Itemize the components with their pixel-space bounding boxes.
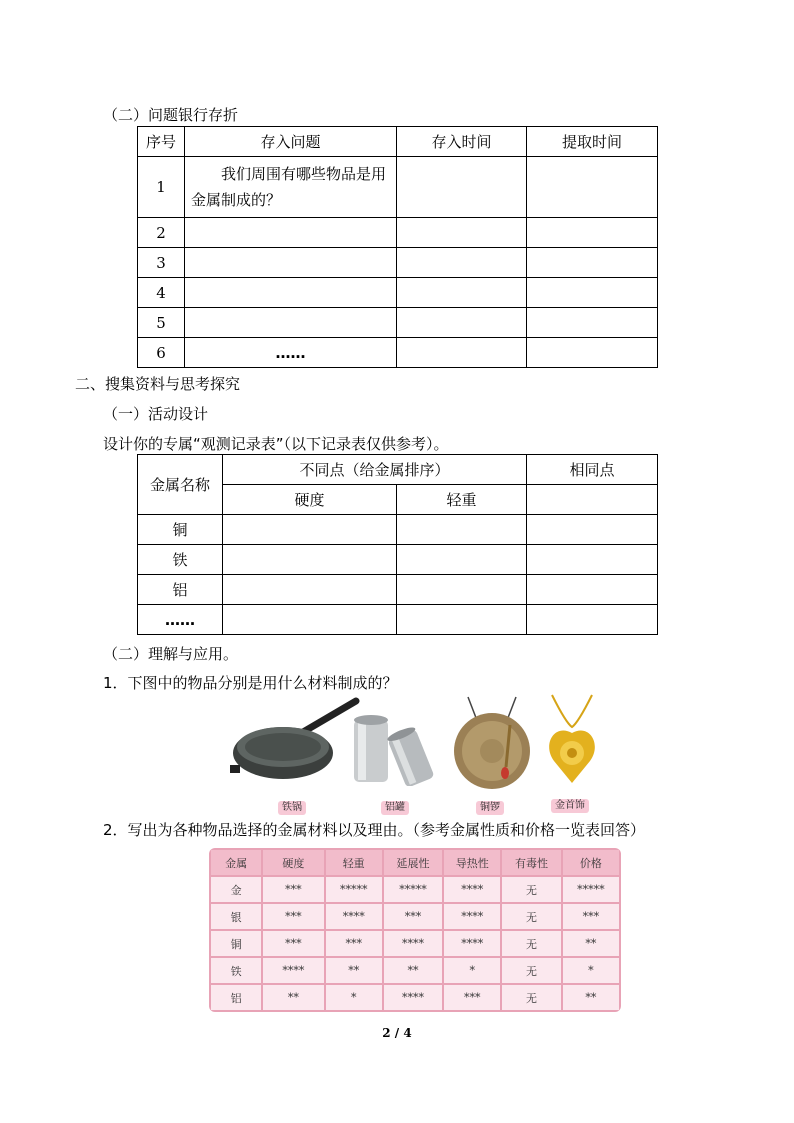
gong-icon: [448, 695, 536, 790]
withdraw-time-cell[interactable]: [527, 218, 658, 248]
row-number: 4: [138, 278, 185, 308]
similarity-cell[interactable]: [527, 515, 658, 545]
similarity-cell[interactable]: [527, 605, 658, 635]
metal-cell: 铝: [211, 985, 261, 1010]
hardness-cell[interactable]: [223, 515, 397, 545]
similarity-cell[interactable]: [527, 545, 658, 575]
value-cell: ***: [263, 931, 323, 956]
question-cell[interactable]: [185, 278, 397, 308]
similarity-cell[interactable]: [527, 485, 658, 515]
page-number: 2 / 4: [382, 1026, 412, 1040]
section2-title: 二、搜集资料与思考探究: [75, 375, 241, 393]
withdraw-time-cell[interactable]: [527, 278, 658, 308]
value-cell: **: [263, 985, 323, 1010]
table-row: [138, 575, 658, 605]
value-cell: *****: [384, 877, 442, 902]
value-cell: ***: [444, 985, 500, 1010]
item-label-necklace: 金首饰: [551, 799, 589, 813]
row-number: 2: [138, 218, 185, 248]
value-cell: ***: [384, 904, 442, 929]
similarity-header: 相同点: [527, 455, 658, 485]
value-cell: ***: [263, 877, 323, 902]
metal-name: 铁: [138, 545, 223, 575]
header-ductility: 延展性: [384, 850, 442, 875]
value-cell: ***: [326, 931, 382, 956]
table-row: [138, 338, 658, 368]
hardness-header: 硬度: [223, 485, 397, 515]
value-cell: *****: [563, 877, 619, 902]
withdraw-time-cell[interactable]: [527, 308, 658, 338]
item-label-gong: 铜锣: [476, 801, 504, 815]
table-row: [211, 958, 619, 983]
value-cell: *: [326, 985, 382, 1010]
header-toxicity: 有毒性: [502, 850, 560, 875]
withdraw-time-cell[interactable]: [527, 157, 658, 218]
metal-properties-table: [209, 848, 621, 1012]
metal-table-header: [211, 850, 619, 875]
wok-icon: [228, 695, 360, 787]
value-cell: ****: [444, 931, 500, 956]
table-row: [138, 157, 658, 218]
necklace-icon: [540, 693, 604, 788]
table-row: [211, 931, 619, 956]
header-deposit-time: 存入时间: [397, 127, 527, 157]
value-cell: ****: [384, 985, 442, 1010]
row-number: 3: [138, 248, 185, 278]
value-cell: 无: [502, 877, 560, 902]
item-label-cans: 铝罐: [381, 801, 409, 815]
value-cell: ****: [384, 931, 442, 956]
question-2: 2．写出为各种物品选择的金属材料以及理由。（参考金属性质和价格一览表回答）: [103, 821, 646, 839]
similarity-cell[interactable]: [527, 575, 658, 605]
question-cell[interactable]: [185, 308, 397, 338]
value-cell: ****: [263, 958, 323, 983]
value-cell: 无: [502, 904, 560, 929]
table-row: [138, 278, 658, 308]
value-cell: ****: [444, 877, 500, 902]
value-cell: 无: [502, 985, 560, 1010]
value-cell: *****: [326, 877, 382, 902]
metal-cell: 银: [211, 904, 261, 929]
table-row: [138, 545, 658, 575]
question-bank-table: [137, 126, 658, 368]
withdraw-time-cell[interactable]: [527, 248, 658, 278]
deposit-time-cell[interactable]: [397, 157, 527, 218]
apply-title: （二）理解与应用。: [103, 645, 239, 663]
table-row: [211, 904, 619, 929]
question-1: 1．下图中的物品分别是用什么材料制成的？: [103, 674, 398, 692]
cans-icon: [352, 710, 440, 786]
value-cell: ***: [263, 904, 323, 929]
withdraw-time-cell[interactable]: [527, 338, 658, 368]
weight-cell[interactable]: [397, 605, 527, 635]
difference-header: 不同点（给金属排序）: [223, 455, 527, 485]
header-question: 存入问题: [185, 127, 397, 157]
value-cell: ****: [444, 904, 500, 929]
value-cell: *: [444, 958, 500, 983]
weight-cell[interactable]: [397, 575, 527, 605]
header-withdraw-time: 提取时间: [527, 127, 658, 157]
header-no: 序号: [138, 127, 185, 157]
activity-title: （一）活动设计: [103, 405, 209, 423]
header-weight: 轻重: [326, 850, 382, 875]
value-cell: ****: [326, 904, 382, 929]
header-metal: 金属: [211, 850, 261, 875]
value-cell: ***: [563, 904, 619, 929]
value-cell: 无: [502, 958, 560, 983]
metal-cell: 铜: [211, 931, 261, 956]
question-cell[interactable]: [185, 218, 397, 248]
metal-name-header: 金属名称: [138, 455, 223, 515]
table-row: [138, 308, 658, 338]
header-price: 价格: [563, 850, 619, 875]
question-cell: 我们周围有哪些物品是用金属制成的？: [185, 157, 397, 218]
deposit-time-cell[interactable]: [397, 308, 527, 338]
hardness-cell[interactable]: [223, 575, 397, 605]
value-cell: 无: [502, 931, 560, 956]
deposit-time-cell[interactable]: [397, 248, 527, 278]
question-cell[interactable]: [185, 248, 397, 278]
question-cell: ……: [185, 338, 397, 368]
deposit-time-cell[interactable]: [397, 338, 527, 368]
value-cell: **: [563, 985, 619, 1010]
header-hardness: 硬度: [263, 850, 323, 875]
value-cell: **: [326, 958, 382, 983]
row-number: 6: [138, 338, 185, 368]
hardness-cell[interactable]: [223, 605, 397, 635]
deposit-time-cell[interactable]: [397, 278, 527, 308]
metal-name: 铝: [138, 575, 223, 605]
row-number: 5: [138, 308, 185, 338]
table-row: [211, 985, 619, 1010]
section-bank-title: （二）问题银行存折: [103, 106, 239, 124]
hardness-cell[interactable]: [223, 545, 397, 575]
value-cell: *: [563, 958, 619, 983]
metal-name: ……: [138, 605, 223, 635]
item-label-wok: 铁锅: [278, 801, 306, 815]
metal-cell: 金: [211, 877, 261, 902]
table-row: [211, 877, 619, 902]
table-row: [138, 515, 658, 545]
weight-cell[interactable]: [397, 515, 527, 545]
weight-cell[interactable]: [397, 545, 527, 575]
deposit-time-cell[interactable]: [397, 218, 527, 248]
activity-description: 设计你的专属“观测记录表”（以下记录表仅供参考）。: [103, 435, 449, 453]
value-cell: **: [384, 958, 442, 983]
metal-name: 铜: [138, 515, 223, 545]
table-row: [138, 218, 658, 248]
row-number: 1: [138, 157, 185, 218]
value-cell: **: [563, 931, 619, 956]
table-row: [138, 605, 658, 635]
observation-record-table: [137, 454, 658, 635]
header-conductivity: 导热性: [444, 850, 500, 875]
table-row: [138, 248, 658, 278]
weight-header: 轻重: [397, 485, 527, 515]
metal-cell: 铁: [211, 958, 261, 983]
